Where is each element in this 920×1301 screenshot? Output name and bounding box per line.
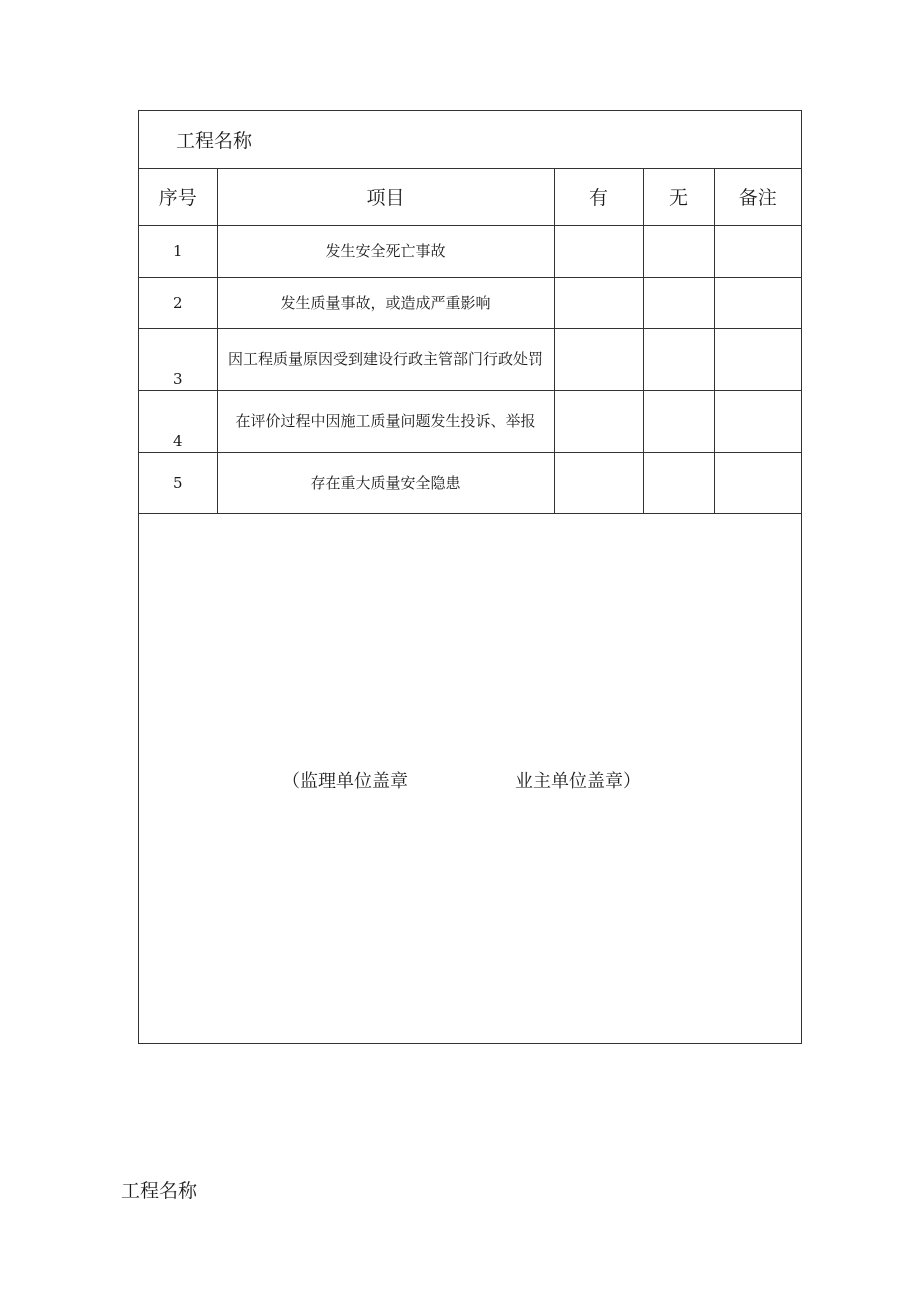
- row-index: 2: [139, 277, 217, 328]
- row-no-cell[interactable]: [643, 390, 714, 452]
- table-row: [139, 452, 801, 513]
- table-row: [139, 328, 801, 390]
- row-item: 发生质量事故，或造成严重影响: [217, 277, 554, 328]
- row-remark-cell[interactable]: [714, 277, 801, 328]
- row-index: 4: [139, 390, 217, 452]
- table-header-row: [139, 169, 801, 225]
- row-remark-cell[interactable]: [714, 328, 801, 390]
- header-remark: 备注: [714, 169, 801, 225]
- table-row: [139, 390, 801, 452]
- owner-seal-label: 业主单位盖章）: [515, 771, 641, 792]
- row-item: 存在重大质量安全隐患: [217, 452, 554, 513]
- row-index: 5: [139, 452, 217, 513]
- row-item: 在评价过程中因施工质量问题发生投诉、举报: [217, 390, 554, 452]
- row-remark-cell[interactable]: [714, 390, 801, 452]
- row-yes-cell[interactable]: [554, 328, 643, 390]
- project-name-row: [139, 111, 801, 169]
- next-page-project-name-label: 工程名称: [121, 1180, 198, 1202]
- project-name-label: 工程名称: [176, 130, 253, 152]
- row-index: 3: [139, 328, 217, 390]
- row-yes-cell[interactable]: [554, 225, 643, 277]
- row-no-cell[interactable]: [643, 452, 714, 513]
- row-item: 因工程质量原因受到建设行政主管部门行政处罚: [217, 328, 554, 390]
- table-row: [139, 277, 801, 328]
- row-yes-cell[interactable]: [554, 277, 643, 328]
- row-remark-cell[interactable]: [714, 225, 801, 277]
- row-remark-cell[interactable]: [714, 452, 801, 513]
- row-index: 1: [139, 225, 217, 277]
- row-no-cell[interactable]: [643, 277, 714, 328]
- header-index: 序号: [139, 169, 217, 225]
- row-yes-cell[interactable]: [554, 390, 643, 452]
- header-no: 无: [643, 169, 714, 225]
- supervisor-seal-label: （监理单位盖章: [282, 771, 408, 792]
- evaluation-table: [139, 169, 801, 514]
- header-yes: 有: [554, 169, 643, 225]
- row-item: 发生安全死亡事故: [217, 225, 554, 277]
- row-no-cell[interactable]: [643, 328, 714, 390]
- header-item: 项目: [217, 169, 554, 225]
- evaluation-form: [138, 110, 802, 1044]
- seal-area: [139, 513, 801, 1043]
- table-row: [139, 225, 801, 277]
- row-yes-cell[interactable]: [554, 452, 643, 513]
- row-no-cell[interactable]: [643, 225, 714, 277]
